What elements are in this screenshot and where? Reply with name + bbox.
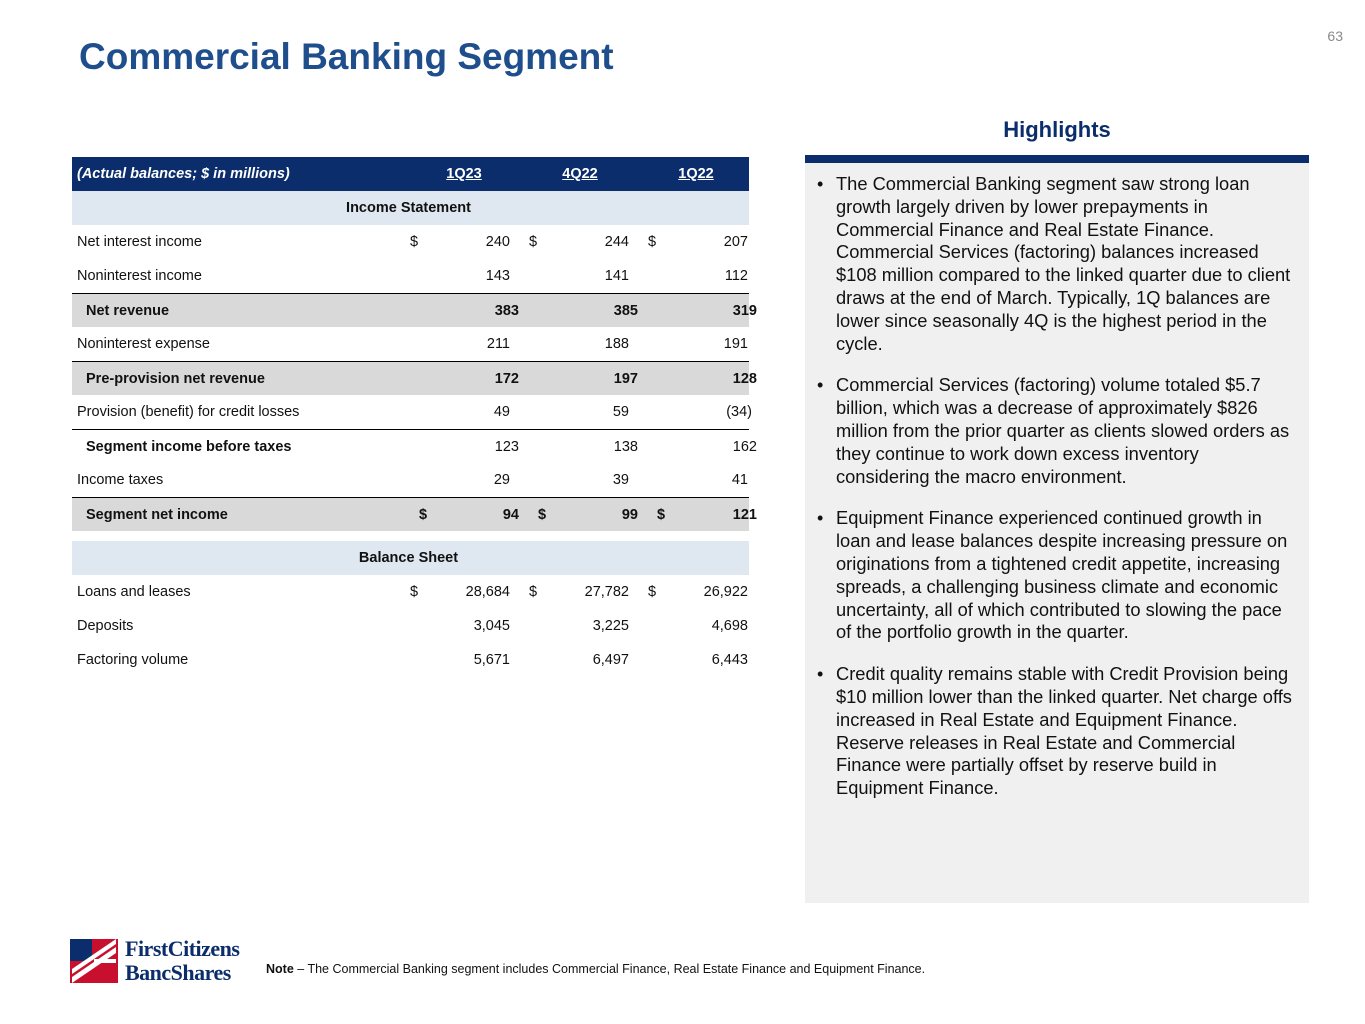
row-label: Noninterest expense [77, 336, 210, 352]
table-row [72, 259, 749, 293]
cell-value: 94 [502, 506, 519, 523]
column-header-4q22: 4Q22 [562, 166, 598, 182]
page-title: Commercial Banking Segment [79, 36, 614, 77]
section-header-balance-sheet [72, 541, 749, 575]
logo-text-line2: BancShares [125, 960, 231, 985]
currency-symbol: $ [529, 584, 538, 600]
row-label: Net revenue [86, 302, 170, 319]
section-title: Balance Sheet [358, 550, 459, 566]
cell-value: 4,698 [711, 618, 748, 634]
footnote [266, 962, 925, 976]
cell-value: 5,671 [473, 652, 510, 668]
cell-value: 197 [613, 370, 638, 387]
cell-value: (34) [726, 404, 752, 420]
note-label: Note [266, 962, 294, 976]
row-label: Provision (benefit) for credit losses [77, 404, 300, 420]
currency-symbol: $ [657, 506, 666, 523]
highlight-bullet [817, 374, 1295, 488]
currency-symbol: $ [410, 234, 419, 250]
bullet-icon: • [817, 375, 824, 396]
cell-value: 138 [613, 438, 638, 455]
bullet-icon: • [817, 508, 824, 529]
cell-value: 121 [732, 506, 757, 523]
currency-symbol: $ [648, 234, 657, 250]
highlights-divider [805, 155, 1309, 163]
cell-value: 141 [604, 268, 629, 284]
cell-value: 244 [604, 234, 629, 250]
highlight-text: Commercial Services (factoring) volume totaled $5.7 billion, which was a decrease of approximately $826 million from the prior quarter as clients slowed orders as they continue to work down excess inventory considering the macro environment. [836, 374, 1290, 487]
highlight-bullet [817, 173, 1295, 355]
cell-value: 240 [485, 234, 510, 250]
cell-value: 3,045 [473, 618, 510, 634]
note-text: – The Commercial Banking segment includes Commercial Finance, Real Estate Finance and Equipment Finance. [293, 962, 926, 976]
table-row-subtotal [72, 361, 757, 395]
table-row-total [72, 497, 757, 531]
highlight-text: Equipment Finance experienced continued growth in loan and lease balances despite increasing pressure on originations from a tightened credit appetite, increasing spreads, a challenging business climate and economic uncertainty, all of which contributed to slowing the pace of the portfolio growth in the quarter. [836, 507, 1288, 643]
highlight-bullet [817, 507, 1295, 644]
cell-value: 41 [731, 472, 748, 488]
row-label: Segment income before taxes [86, 438, 292, 455]
row-label: Segment net income [86, 506, 228, 523]
cell-value: 385 [613, 302, 638, 319]
table-header-label: (Actual balances; $ in millions) [77, 166, 290, 182]
cell-value: 29 [493, 472, 510, 488]
flag-logo-icon [70, 933, 120, 985]
currency-symbol: $ [419, 506, 428, 523]
row-label: Income taxes [77, 472, 164, 488]
cell-value: 319 [732, 302, 757, 319]
cell-value: 99 [621, 506, 638, 523]
table-row [72, 225, 749, 259]
cell-value: 188 [604, 336, 629, 352]
table-row [72, 395, 752, 429]
section-header-income-statement [72, 191, 749, 225]
table-row [72, 643, 749, 677]
cell-value: 211 [486, 336, 510, 352]
table-row [72, 327, 749, 361]
table-header-row [72, 157, 749, 191]
table-row [72, 575, 749, 609]
cell-value: 59 [612, 404, 629, 420]
column-header-1q23: 1Q23 [446, 166, 482, 182]
cell-value: 49 [493, 404, 510, 420]
bullet-icon: • [817, 664, 824, 685]
cell-value: 39 [612, 472, 629, 488]
highlight-bullet [817, 663, 1295, 800]
cell-value: 143 [485, 268, 510, 284]
column-header-1q22: 1Q22 [678, 166, 714, 182]
row-label: Noninterest income [77, 268, 202, 284]
cell-value: 383 [494, 302, 519, 319]
cell-value: 26,922 [703, 584, 748, 600]
highlights-list [817, 173, 1295, 800]
row-label: Loans and leases [77, 584, 191, 600]
row-label: Deposits [77, 618, 134, 634]
cell-value: 112 [724, 268, 748, 284]
row-label: Pre-provision net revenue [86, 370, 265, 387]
currency-symbol: $ [410, 584, 419, 600]
highlights-panel [805, 163, 1309, 903]
row-label: Factoring volume [77, 652, 189, 668]
bullet-icon: • [817, 174, 824, 194]
cell-value: 3,225 [592, 618, 629, 634]
highlight-text: The Commercial Banking segment saw strong loan growth largely driven by lower prepayments in Commercial Finance and Real Estate Finance. Commercial Services (factoring) balances increased $108 million compared to the linked quarter due to client draws at the end of March. Typically, 1Q balances are lower since seasonally 4Q is the highest period in the cycle. [836, 173, 1291, 354]
highlight-text: Credit quality remains stable with Credit Provision being $10 million lower than the linked quarter. Net charge offs increased in Real Estate and Equipment Finance. Reserve releases in Real Estate and Commercial Finance were partially offset by reserve build in Equipment Finance. [836, 663, 1292, 799]
currency-symbol: $ [529, 234, 538, 250]
section-title: Income Statement [346, 200, 471, 216]
cell-value: 27,782 [584, 584, 629, 600]
logo-text-line1: FirstCitizens [125, 936, 240, 961]
cell-value: 123 [494, 438, 519, 455]
currency-symbol: $ [538, 506, 547, 523]
cell-value: 28,684 [465, 584, 510, 600]
highlights-title: Highlights [1003, 117, 1111, 142]
page-number: 63 [1327, 28, 1343, 44]
cell-value: 6,497 [592, 652, 629, 668]
cell-value: 207 [723, 234, 748, 250]
company-logo [70, 931, 255, 989]
cell-value: 191 [723, 336, 748, 352]
currency-symbol: $ [648, 584, 657, 600]
table-row-subtotal [72, 293, 757, 327]
cell-value: 162 [732, 438, 757, 455]
cell-value: 6,443 [711, 652, 748, 668]
table-row [72, 463, 749, 497]
cell-value: 172 [494, 370, 519, 387]
table-row [72, 429, 757, 463]
table-row [72, 609, 749, 643]
row-label: Net interest income [77, 234, 202, 250]
cell-value: 128 [732, 370, 757, 387]
segment-financial-table [72, 157, 757, 677]
